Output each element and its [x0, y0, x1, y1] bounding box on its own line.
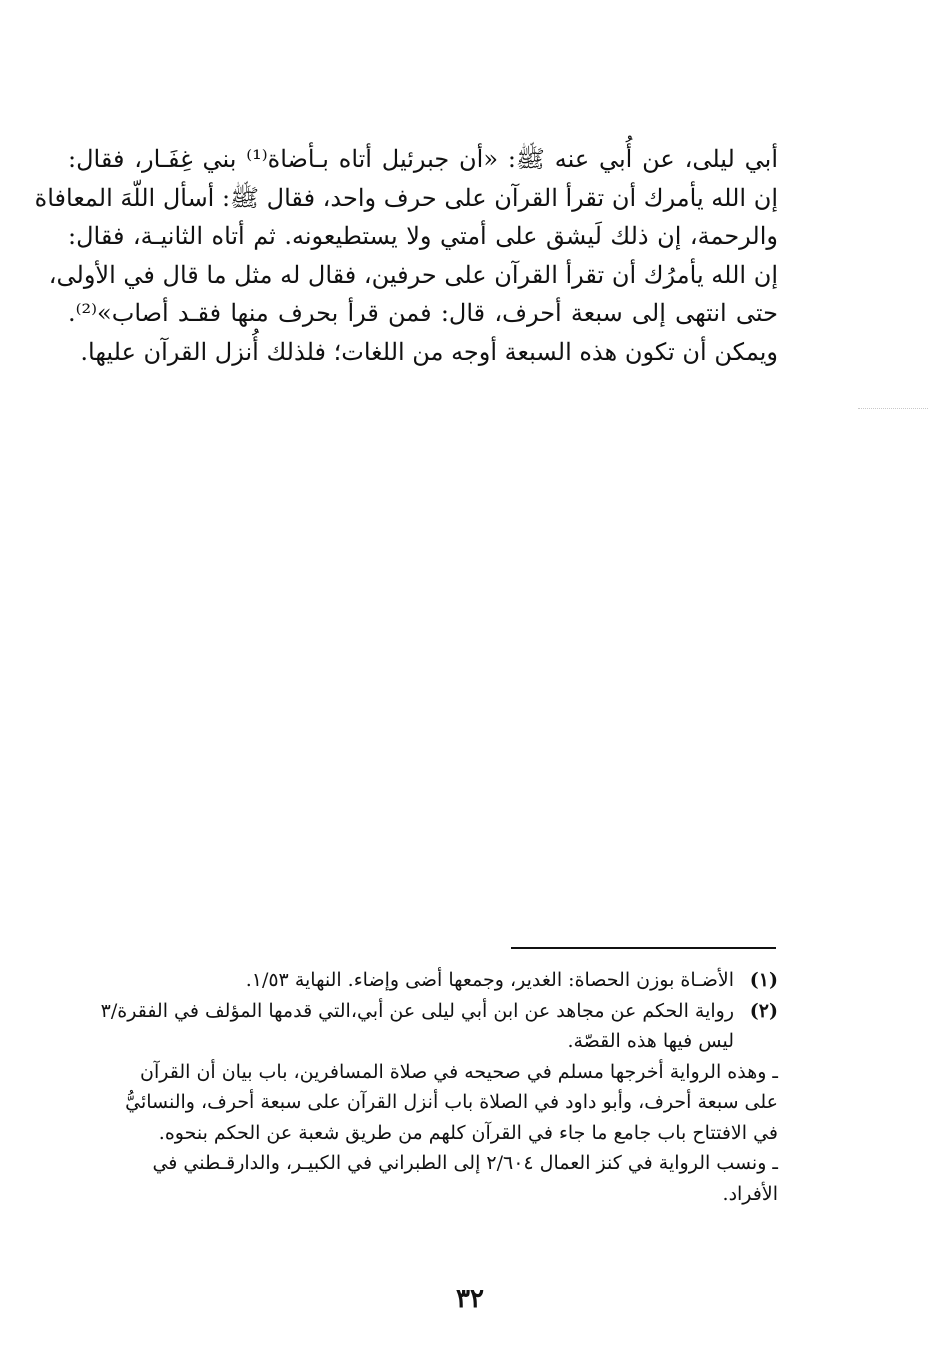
page-number: ٣٢	[456, 1284, 484, 1314]
footnote-subnote-line: في الافتتاح باب جامع ما جاء في القرآن كلهم من طريق شعبة عن الحكم بنحوه.	[158, 1121, 778, 1144]
main-text	[34, 140, 778, 371]
footnote-1	[68, 965, 778, 996]
footnote-text: الأضـاة بوزن الحصاة: الغدير، وجمعها أضى وإضاء. النهاية ١/٥٣.	[245, 969, 734, 991]
footnote-text: ليس فيها هذه القصّة.	[567, 1030, 734, 1052]
main-text-line: والرحمة، إن ذلك لَيشق على أمتي ولا يستطيعونه. ثم أتاه الثانيـة، فقال:	[68, 222, 778, 250]
main-text-line: إن الله يأمرُك أن تقرأ القرآن على حرفين، فقال له مثل ما قال في الأولى،	[48, 260, 778, 289]
footnote-subnote-line: على سبعة أحرف، وأبو داود في الصلاة باب أنزل القرآن على سبعة أحرف، والنسائيُّ	[125, 1091, 778, 1113]
main-text-line: ويمكن أن تكون هذه السبعة أوجه من اللغات؛ فلذلك أُنزل القرآن عليها.	[80, 337, 778, 366]
main-text-line: إن الله يأمرك أن تقرأ القرآن على حرف واحد، فقال ﷺ: أسأل اللّهَ المعافاة	[34, 183, 778, 212]
footnote-2	[68, 996, 778, 1027]
footnote-subnote-line: ـ ونسب الرواية في كنز العمال ٢/٦٠٤ إلى الطبراني في الكبيـر، والدارقـطني في	[152, 1152, 778, 1174]
scan-artifact	[858, 408, 928, 410]
main-text-line: أبي ليلى، عن أُبي عنه ﷺ: «أن جبرئيل أتاه بـأضاة⁽¹⁾ بني غِفَـار، فقال:	[68, 145, 778, 173]
footnotes	[68, 965, 778, 1209]
footnote-number: (٢)	[749, 999, 778, 1022]
footnote-separator	[511, 947, 776, 949]
footnote-subnote-line: ـ وهذه الرواية أخرجها مسلم في صحيحه في صلاة المسافرين، باب بيان أن القرآن	[140, 1060, 778, 1083]
footnote-number: (١)	[749, 969, 778, 991]
footnote-subnote-line: الأفراد.	[722, 1182, 778, 1205]
footnote-text: رواية الحكم عن مجاهد عن ابن أبي ليلى عن أبي،التي قدمها المؤلف في الفقرة/٣	[100, 999, 734, 1022]
main-text-line: حتى انتهى إلى سبعة أحرف، قال: فمن قرأ بحرف منها فقـد أصاب»⁽²⁾.	[68, 299, 778, 327]
